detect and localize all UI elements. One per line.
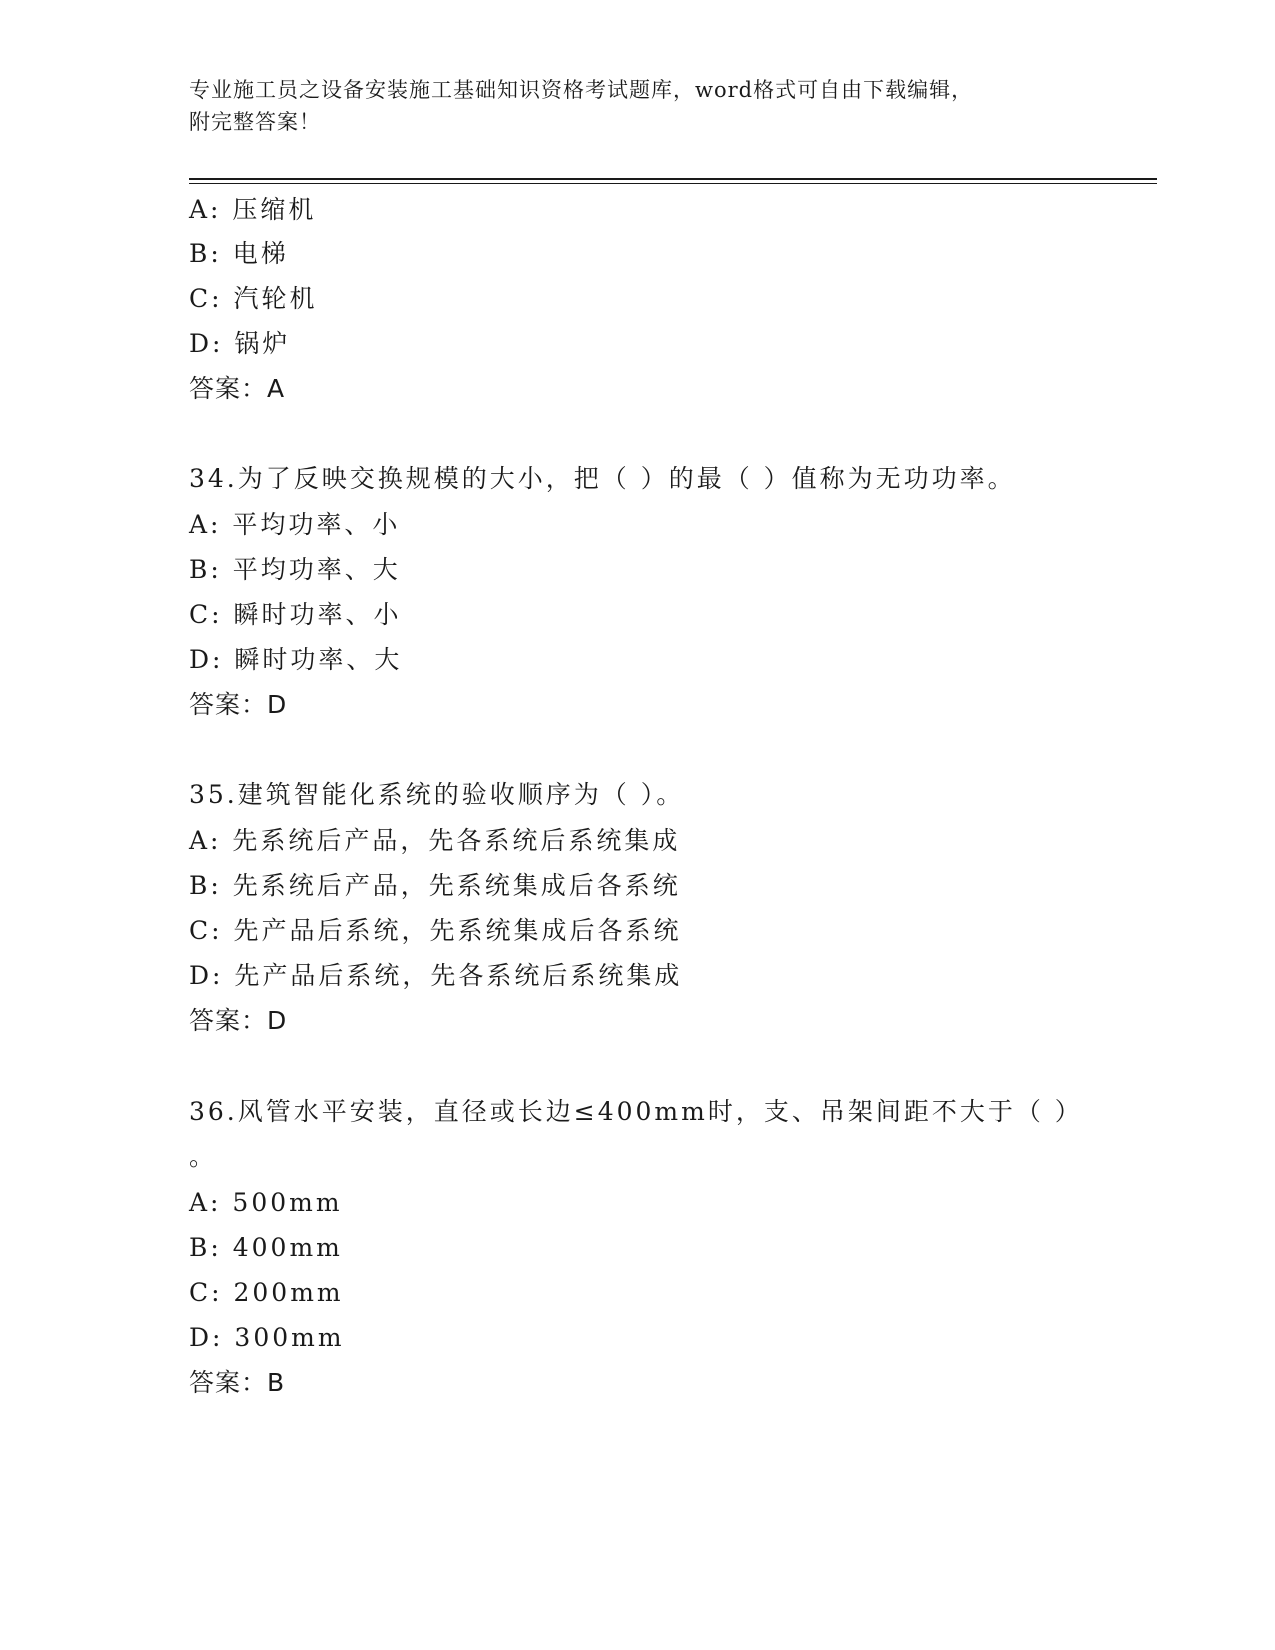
q34-option-c: C: 瞬时功率、小 xyxy=(189,600,402,629)
q34-option-d: D: 瞬时功率、大 xyxy=(189,645,403,674)
q34-option-a: A: 平均功率、小 xyxy=(189,510,401,539)
q33-option-c: C: 汽轮机 xyxy=(189,284,318,313)
q36-question-line-1: 36.风管水平安装，直径或长边≤400mm时，支、吊架间距不大于（ ） xyxy=(189,1097,1083,1126)
q36-question-line-2: 。 xyxy=(189,1142,218,1171)
document-header xyxy=(189,74,1069,138)
q35-option-c: C: 先产品后系统，先系统集成后各系统 xyxy=(189,916,682,945)
header-divider-thin xyxy=(189,183,1157,184)
q35-question: 35.建筑智能化系统的验收顺序为（ ）。 xyxy=(189,780,685,809)
q35-option-d: D: 先产品后系统，先各系统后系统集成 xyxy=(189,961,683,990)
q36-option-c: C: 200mm xyxy=(189,1278,344,1307)
q33-option-b: B: 电梯 xyxy=(189,239,289,268)
header-divider-thick xyxy=(189,178,1157,180)
q36-option-d: D: 300mm xyxy=(189,1323,345,1352)
q36-option-a: A: 500mm xyxy=(189,1188,343,1217)
q36-answer: 答案：B xyxy=(189,1368,286,1397)
q35-option-a: A: 先系统后产品，先各系统后系统集成 xyxy=(189,826,681,855)
q34-question: 34.为了反映交换规模的大小，把（ ）的最（ ）值称为无功功率。 xyxy=(189,464,1016,493)
q33-option-a: A: 压缩机 xyxy=(189,195,317,224)
q33-answer: 答案：A xyxy=(189,374,286,403)
q33-option-d: D: 锅炉 xyxy=(189,329,291,358)
q35-option-b: B: 先系统后产品，先系统集成后各系统 xyxy=(189,871,681,900)
q36-option-b: B: 400mm xyxy=(189,1233,343,1262)
header-line-1: 专业施工员之设备安装施工基础知识资格考试题库，word格式可自由下载编辑， xyxy=(189,78,974,102)
q35-answer: 答案：D xyxy=(189,1006,288,1035)
header-line-2: 附完整答案！ xyxy=(189,110,321,134)
q34-option-b: B: 平均功率、大 xyxy=(189,555,401,584)
q34-answer: 答案：D xyxy=(189,690,288,719)
